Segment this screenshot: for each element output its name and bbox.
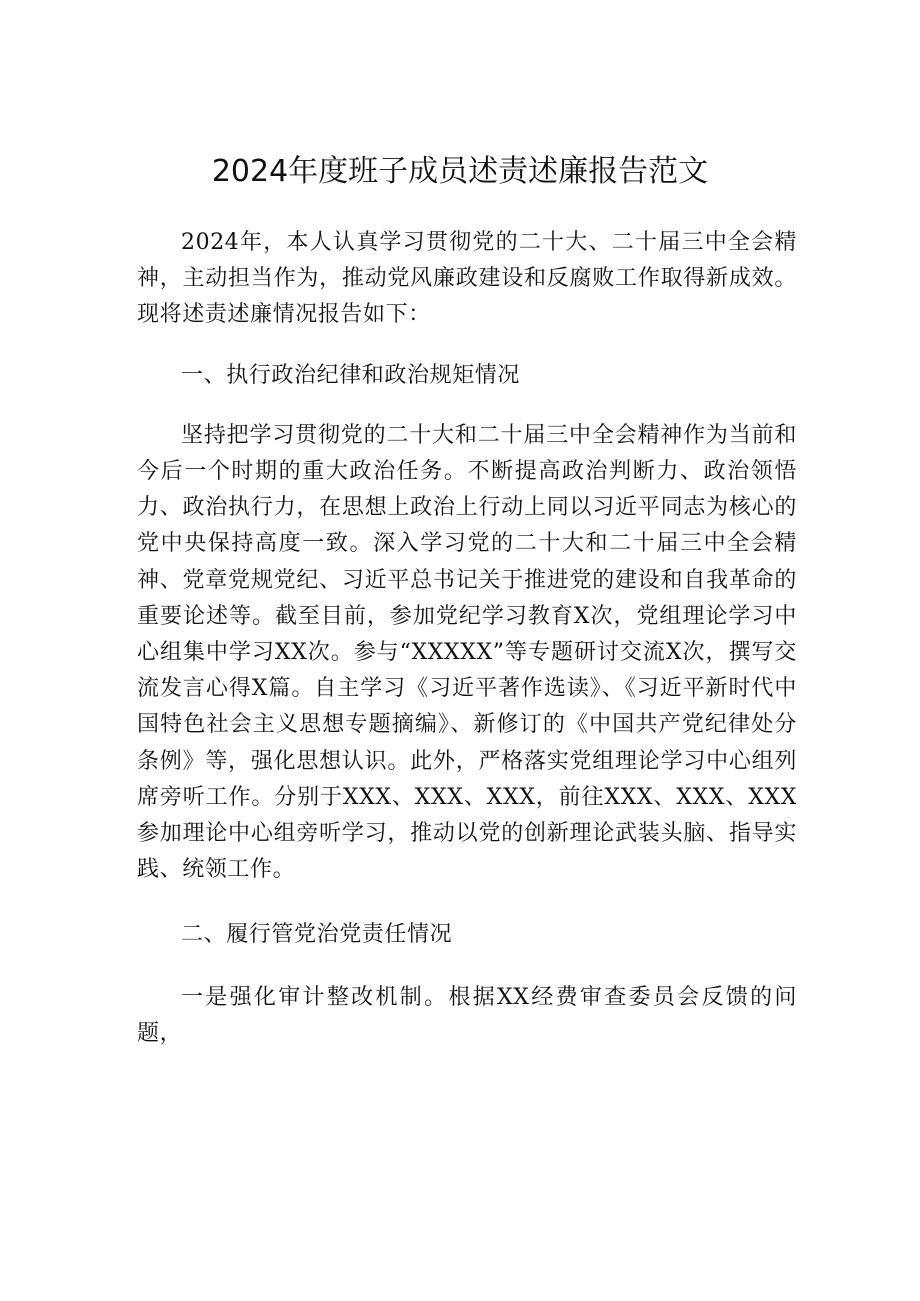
- section-heading-1: 一、执行政治纪律和政治规矩情况: [181, 362, 521, 388]
- section-paragraph-2: 一是强化审计整改机制。根据XX经费审查委员会反馈的问题，: [137, 984, 797, 1046]
- document-title: 2024年度班子成员述责述廉报告范文: [211, 154, 709, 189]
- intro-paragraph: 2024年，本人认真学习贯彻党的二十大、二十届三中全会精神，主动担当作为，推动党风廉政建设和反腐败工作取得新成效。现将述责述廉情况报告如下：: [137, 230, 797, 328]
- section-paragraph-1: 坚持把学习贯彻党的二十大和二十届三中全会精神作为当前和今后一个时期的重大政治任务。不断提高政治判断力、政治领悟力、政治执行力，在思想上政治上行动上同以习近平同志为核心的党中央保持高度一致。深入学习党的二十大和二十届三中全会精神、党章党规党纪、习近平总书记关于推进党的建设和自我革命的重要论述等。截至目前，参加党纪学习教育X次，党组理论学习中心组集中学习XX次。参与“XXXXX”等专题研讨交流X次，撰写交流发言心得X篇。自主学习《习近平著作选读》、《习近平新时代中国特色社会主义思想专题摘编》、新修订的《中国共产党纪律处分条例》等，强化思想认识。此外，严格落实党组理论学习中心组列席旁听工作。分别于XXX、XXX、XXX，前往XXX、XXX、XXX参加理论中心组旁听学习，推动以党的创新理论武装头脑、指导实践、统领工作。: [137, 422, 797, 883]
- document-body: [137, 225, 797, 1052]
- section-heading-2: 二、履行管党治党责任情况: [181, 922, 453, 948]
